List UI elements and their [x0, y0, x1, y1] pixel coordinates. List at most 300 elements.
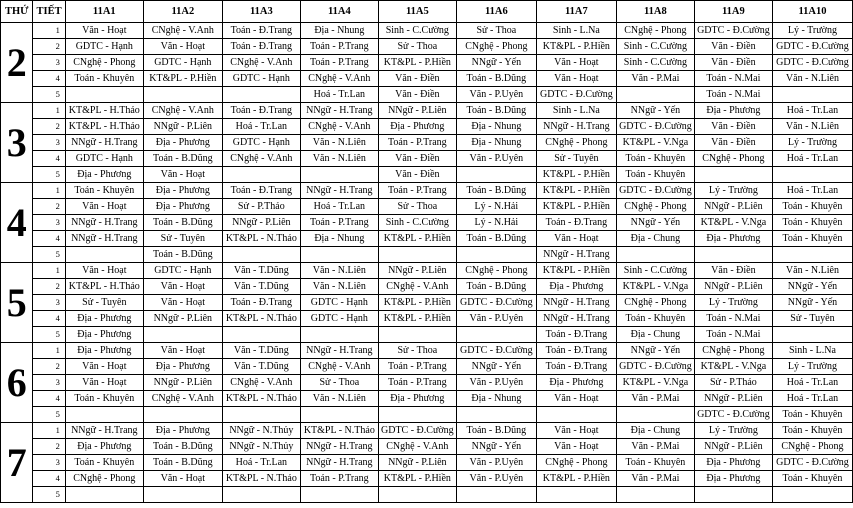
lesson-cell: NNgữ - H.Trang	[300, 183, 378, 199]
lesson-cell: Văn - N.Liên	[300, 263, 378, 279]
lesson-cell: NNgữ - H.Trang	[536, 119, 616, 135]
header-class-11a10: 11A10	[772, 1, 852, 23]
lesson-cell	[222, 87, 300, 103]
period-number: 2	[33, 359, 65, 375]
table-row	[1, 103, 853, 119]
lesson-cell	[222, 247, 300, 263]
lesson-cell: GDTC - Đ.Cường	[456, 343, 536, 359]
lesson-cell: NNgữ - Yến	[772, 279, 852, 295]
lesson-cell: Địa - Phương	[143, 183, 222, 199]
lesson-cell: Toán - B.Dũng	[456, 423, 536, 439]
lesson-cell	[143, 407, 222, 423]
lesson-cell: CNghệ - V.Anh	[143, 391, 222, 407]
lesson-cell: Toán - P.Trang	[378, 135, 456, 151]
lesson-cell: Lý - N.Hải	[456, 215, 536, 231]
lesson-cell: Toán - B.Dũng	[143, 439, 222, 455]
lesson-cell: Sinh - L.Na	[536, 103, 616, 119]
lesson-cell: NNgữ - H.Trang	[300, 439, 378, 455]
lesson-cell: KT&PL - N.Thảo	[222, 311, 300, 327]
lesson-cell	[694, 247, 772, 263]
lesson-cell: Toán - Đ.Trang	[222, 39, 300, 55]
lesson-cell: Toán - Đ.Trang	[222, 23, 300, 39]
lesson-cell: Địa - Phương	[536, 375, 616, 391]
lesson-cell: Văn - N.Liên	[772, 119, 852, 135]
lesson-cell: Toán - Đ.Trang	[222, 103, 300, 119]
lesson-cell: Toán - B.Dũng	[143, 247, 222, 263]
lesson-cell	[143, 87, 222, 103]
lesson-cell: NNgữ - Yến	[456, 55, 536, 71]
lesson-cell: Địa - Chung	[616, 231, 694, 247]
table-row	[1, 455, 853, 471]
lesson-cell	[300, 327, 378, 343]
lesson-cell: Toán - Khuyên	[772, 231, 852, 247]
lesson-cell	[772, 167, 852, 183]
header-class-11a4: 11A4	[300, 1, 378, 23]
table-row	[1, 247, 853, 263]
lesson-cell: Lý - Trường	[694, 295, 772, 311]
lesson-cell: Toán - Khuyên	[616, 311, 694, 327]
lesson-cell: GDTC - Hạnh	[300, 311, 378, 327]
lesson-cell: GDTC - Đ.Cường	[772, 55, 852, 71]
lesson-cell: NNgữ - H.Trang	[65, 215, 143, 231]
table-row	[1, 295, 853, 311]
lesson-cell	[378, 247, 456, 263]
period-number: 2	[33, 279, 65, 295]
lesson-cell: Văn - N.Liên	[300, 135, 378, 151]
lesson-cell: Văn - Điền	[694, 263, 772, 279]
lesson-cell: Địa - Chung	[616, 423, 694, 439]
lesson-cell: CNghệ - Phong	[65, 55, 143, 71]
lesson-cell: Toán - B.Dũng	[143, 215, 222, 231]
lesson-cell: GDTC - Hạnh	[300, 295, 378, 311]
lesson-cell: Toán - P.Trang	[300, 471, 378, 487]
lesson-cell: Sử - Thoa	[378, 199, 456, 215]
lesson-cell: Văn - Hoạt	[65, 375, 143, 391]
lesson-cell: NNgữ - H.Trang	[300, 103, 378, 119]
lesson-cell: NNgữ - H.Trang	[65, 231, 143, 247]
lesson-cell: KT&PL - P.Hiền	[536, 471, 616, 487]
lesson-cell: Địa - Nhung	[300, 231, 378, 247]
lesson-cell: Văn - Điền	[694, 119, 772, 135]
lesson-cell: Văn - Điền	[378, 71, 456, 87]
lesson-cell: Toán - P.Trang	[300, 39, 378, 55]
lesson-cell: Toán - N.Mai	[694, 311, 772, 327]
lesson-cell	[616, 407, 694, 423]
lesson-cell: Sử - Tuyên	[536, 151, 616, 167]
lesson-cell: NNgữ - H.Trang	[300, 455, 378, 471]
lesson-cell: Văn - T.Dũng	[222, 279, 300, 295]
table-row	[1, 183, 853, 199]
lesson-cell: Văn - P.Uyên	[456, 151, 536, 167]
lesson-cell: CNghệ - V.Anh	[222, 375, 300, 391]
lesson-cell	[456, 487, 536, 503]
lesson-cell: KT&PL - V.Nga	[694, 215, 772, 231]
period-number: 5	[33, 87, 65, 103]
lesson-cell: CNghệ - Phong	[616, 23, 694, 39]
lesson-cell: Toán - Khuyên	[772, 471, 852, 487]
lesson-cell: KT&PL - P.Hiền	[378, 55, 456, 71]
lesson-cell: Địa - Phương	[143, 135, 222, 151]
lesson-cell: Hoá - Tr.Lan	[772, 375, 852, 391]
lesson-cell: Hoá - Tr.Lan	[300, 87, 378, 103]
lesson-cell: Sử - Thoa	[378, 343, 456, 359]
period-number: 3	[33, 215, 65, 231]
lesson-cell	[222, 327, 300, 343]
lesson-cell: Địa - Nhung	[456, 119, 536, 135]
lesson-cell	[536, 487, 616, 503]
table-row	[1, 279, 853, 295]
lesson-cell: Toán - B.Dũng	[456, 279, 536, 295]
lesson-cell: CNghệ - V.Anh	[222, 55, 300, 71]
lesson-cell: KT&PL - P.Hiền	[536, 199, 616, 215]
lesson-cell: Văn - Hoạt	[65, 23, 143, 39]
lesson-cell	[378, 327, 456, 343]
lesson-cell	[300, 167, 378, 183]
header-class-11a7: 11A7	[536, 1, 616, 23]
lesson-cell: GDTC - Hạnh	[65, 151, 143, 167]
lesson-cell: Văn - T.Dũng	[222, 263, 300, 279]
lesson-cell	[456, 407, 536, 423]
lesson-cell	[378, 407, 456, 423]
lesson-cell	[456, 247, 536, 263]
lesson-cell: Địa - Phương	[694, 455, 772, 471]
lesson-cell: CNghệ - Phong	[536, 135, 616, 151]
lesson-cell: Địa - Phương	[378, 119, 456, 135]
lesson-cell: Toán - B.Dũng	[456, 103, 536, 119]
period-number: 3	[33, 55, 65, 71]
period-number: 3	[33, 135, 65, 151]
lesson-cell	[616, 87, 694, 103]
period-number: 1	[33, 183, 65, 199]
table-row	[1, 471, 853, 487]
lesson-cell: Toán - Đ.Trang	[536, 327, 616, 343]
lesson-cell: Hoá - Tr.Lan	[222, 455, 300, 471]
lesson-cell: CNghệ - V.Anh	[378, 439, 456, 455]
lesson-cell: KT&PL - P.Hiền	[378, 471, 456, 487]
lesson-cell: CNghệ - V.Anh	[143, 103, 222, 119]
lesson-cell: Địa - Phương	[694, 471, 772, 487]
lesson-cell: KT&PL - P.Hiền	[378, 295, 456, 311]
lesson-cell: GDTC - Đ.Cường	[772, 455, 852, 471]
lesson-cell: Địa - Nhung	[456, 135, 536, 151]
period-number: 3	[33, 375, 65, 391]
period-number: 2	[33, 119, 65, 135]
lesson-cell	[378, 487, 456, 503]
lesson-cell: Lý - Trường	[772, 23, 852, 39]
table-row	[1, 119, 853, 135]
lesson-cell: Văn - Điền	[378, 151, 456, 167]
table-row	[1, 199, 853, 215]
lesson-cell: Toán - Khuyên	[772, 407, 852, 423]
lesson-cell: Toán - Khuyên	[772, 199, 852, 215]
lesson-cell: GDTC - Hạnh	[143, 55, 222, 71]
lesson-cell: GDTC - Đ.Cường	[616, 183, 694, 199]
table-row	[1, 359, 853, 375]
lesson-cell: Địa - Phương	[65, 343, 143, 359]
lesson-cell: Văn - P.Mai	[616, 391, 694, 407]
lesson-cell: KT&PL - H.Thảo	[65, 119, 143, 135]
lesson-cell: Toán - P.Trang	[300, 215, 378, 231]
lesson-cell: KT&PL - N.Thảo	[300, 423, 378, 439]
table-row	[1, 311, 853, 327]
lesson-cell: Văn - T.Dũng	[222, 343, 300, 359]
lesson-cell: Văn - P.Uyên	[456, 455, 536, 471]
lesson-cell: Địa - Phương	[536, 279, 616, 295]
lesson-cell: Toán - Đ.Trang	[222, 183, 300, 199]
lesson-cell	[616, 487, 694, 503]
lesson-cell: Toán - B.Dũng	[456, 231, 536, 247]
lesson-cell: Địa - Phương	[65, 327, 143, 343]
lesson-cell: Toán - B.Dũng	[143, 455, 222, 471]
lesson-cell: CNghệ - Phong	[694, 343, 772, 359]
lesson-cell: NNgữ - P.Liên	[378, 263, 456, 279]
lesson-cell: KT&PL - V.Nga	[694, 359, 772, 375]
lesson-cell: KT&PL - P.Hiền	[378, 231, 456, 247]
day-label: 3	[1, 103, 33, 183]
period-number: 2	[33, 199, 65, 215]
lesson-cell: KT&PL - P.Hiền	[536, 39, 616, 55]
lesson-cell: Văn - Hoạt	[143, 167, 222, 183]
lesson-cell: Hoá - Tr.Lan	[772, 103, 852, 119]
period-number: 1	[33, 423, 65, 439]
lesson-cell: Toán - Khuyên	[616, 151, 694, 167]
lesson-cell	[65, 487, 143, 503]
lesson-cell	[772, 247, 852, 263]
lesson-cell: Văn - Hoạt	[143, 279, 222, 295]
lesson-cell: CNghệ - V.Anh	[300, 71, 378, 87]
lesson-cell: NNgữ - P.Liên	[143, 375, 222, 391]
lesson-cell: Văn - N.Liên	[772, 263, 852, 279]
table-row	[1, 71, 853, 87]
lesson-cell: NNgữ - N.Thủy	[222, 423, 300, 439]
lesson-cell: CNghệ - V.Anh	[300, 119, 378, 135]
lesson-cell: NNgữ - Yến	[616, 343, 694, 359]
lesson-cell: NNgữ - H.Trang	[536, 247, 616, 263]
lesson-cell: NNgữ - P.Liên	[143, 119, 222, 135]
lesson-cell: Văn - P.Mai	[616, 439, 694, 455]
lesson-cell: Địa - Nhung	[456, 391, 536, 407]
lesson-cell: Văn - Điền	[694, 55, 772, 71]
lesson-cell: CNghệ - Phong	[694, 151, 772, 167]
lesson-cell: Toán - B.Dũng	[143, 151, 222, 167]
lesson-cell: NNgữ - Yến	[772, 295, 852, 311]
lesson-cell: Địa - Phương	[378, 391, 456, 407]
lesson-cell: Văn - P.Uyên	[456, 471, 536, 487]
lesson-cell: Toán - N.Mai	[694, 71, 772, 87]
lesson-cell: GDTC - Đ.Cường	[694, 23, 772, 39]
period-number: 3	[33, 455, 65, 471]
lesson-cell: KT&PL - V.Nga	[616, 375, 694, 391]
lesson-cell: KT&PL - V.Nga	[616, 279, 694, 295]
lesson-cell	[300, 487, 378, 503]
lesson-cell: Lý - Trường	[694, 183, 772, 199]
period-number: 4	[33, 311, 65, 327]
period-number: 2	[33, 439, 65, 455]
lesson-cell: CNghệ - V.Anh	[300, 359, 378, 375]
table-row	[1, 407, 853, 423]
lesson-cell: Văn - Hoạt	[143, 39, 222, 55]
lesson-cell: Toán - P.Trang	[378, 375, 456, 391]
lesson-cell: Văn - Hoạt	[536, 55, 616, 71]
lesson-cell: Toán - Khuyên	[772, 215, 852, 231]
lesson-cell: CNghệ - Phong	[456, 39, 536, 55]
lesson-cell: Văn - Hoạt	[536, 391, 616, 407]
lesson-cell: Văn - Hoạt	[65, 199, 143, 215]
lesson-cell: GDTC - Đ.Cường	[456, 295, 536, 311]
lesson-cell: NNgữ - N.Thủy	[222, 439, 300, 455]
lesson-cell: Văn - Hoạt	[143, 343, 222, 359]
lesson-cell: NNgữ - Yến	[456, 359, 536, 375]
lesson-cell: KT&PL - P.Hiền	[536, 183, 616, 199]
lesson-cell: Địa - Phương	[143, 199, 222, 215]
lesson-cell: Toán - Đ.Trang	[536, 359, 616, 375]
lesson-cell: Lý - Trường	[694, 423, 772, 439]
lesson-cell: Địa - Phương	[65, 167, 143, 183]
lesson-cell: CNghệ - Phong	[65, 471, 143, 487]
lesson-cell: NNgữ - P.Liên	[378, 455, 456, 471]
lesson-cell: KT&PL - P.Hiền	[143, 71, 222, 87]
table-row	[1, 423, 853, 439]
lesson-cell: Sinh - C.Cường	[378, 23, 456, 39]
lesson-cell: Địa - Phương	[694, 231, 772, 247]
lesson-cell: Hoá - Tr.Lan	[772, 183, 852, 199]
lesson-cell: Sinh - L.Na	[536, 23, 616, 39]
lesson-cell: KT&PL - H.Thảo	[65, 103, 143, 119]
table-row	[1, 151, 853, 167]
lesson-cell: NNgữ - H.Trang	[65, 423, 143, 439]
lesson-cell: NNgữ - Yến	[456, 439, 536, 455]
lesson-cell: Văn - Hoạt	[143, 471, 222, 487]
period-number: 4	[33, 71, 65, 87]
table-row	[1, 439, 853, 455]
lesson-cell: Sử - Thoa	[378, 39, 456, 55]
lesson-cell: Văn - Điền	[378, 167, 456, 183]
lesson-cell: Lý - N.Hải	[456, 199, 536, 215]
lesson-cell: GDTC - Hạnh	[222, 71, 300, 87]
lesson-cell: Sử - P.Thảo	[222, 199, 300, 215]
lesson-cell	[772, 327, 852, 343]
day-label: 7	[1, 423, 33, 503]
period-number: 3	[33, 295, 65, 311]
period-number: 4	[33, 151, 65, 167]
lesson-cell: Toán - N.Mai	[694, 327, 772, 343]
period-number: 1	[33, 23, 65, 39]
lesson-cell: Văn - P.Mai	[616, 71, 694, 87]
lesson-cell: Toán - Đ.Trang	[536, 343, 616, 359]
lesson-cell: Văn - P.Mai	[616, 471, 694, 487]
lesson-cell: Văn - P.Uyên	[456, 375, 536, 391]
period-number: 5	[33, 487, 65, 503]
lesson-cell: NNgữ - P.Liên	[694, 439, 772, 455]
lesson-cell: Văn - Hoạt	[65, 263, 143, 279]
lesson-cell: Sinh - C.Cường	[616, 263, 694, 279]
lesson-cell: Sinh - C.Cường	[378, 215, 456, 231]
header-class-11a3: 11A3	[222, 1, 300, 23]
lesson-cell: KT&PL - H.Thảo	[65, 279, 143, 295]
lesson-cell: GDTC - Đ.Cường	[536, 87, 616, 103]
lesson-cell: Văn - Hoạt	[536, 439, 616, 455]
lesson-cell	[772, 487, 852, 503]
lesson-cell	[65, 407, 143, 423]
period-number: 5	[33, 407, 65, 423]
header-class-11a6: 11A6	[456, 1, 536, 23]
lesson-cell: Toán - N.Mai	[694, 87, 772, 103]
period-number: 2	[33, 39, 65, 55]
lesson-cell: Địa - Phương	[143, 423, 222, 439]
period-number: 1	[33, 103, 65, 119]
header-tiet: TIẾT	[33, 1, 65, 23]
day-label: 4	[1, 183, 33, 263]
lesson-cell: KT&PL - N.Thảo	[222, 391, 300, 407]
table-row	[1, 231, 853, 247]
lesson-cell: Văn - Điền	[694, 39, 772, 55]
lesson-cell: Văn - Hoạt	[143, 295, 222, 311]
lesson-cell: GDTC - Đ.Cường	[694, 407, 772, 423]
lesson-cell: Hoá - Tr.Lan	[772, 151, 852, 167]
lesson-cell: Văn - N.Liên	[300, 391, 378, 407]
lesson-cell: Toán - Khuyên	[616, 455, 694, 471]
lesson-cell: NNgữ - P.Liên	[378, 103, 456, 119]
lesson-cell: Văn - Điền	[694, 135, 772, 151]
lesson-cell: Hoá - Tr.Lan	[300, 199, 378, 215]
lesson-cell: Văn - P.Uyên	[456, 87, 536, 103]
period-number: 5	[33, 327, 65, 343]
lesson-cell: NNgữ - H.Trang	[536, 311, 616, 327]
lesson-cell: Văn - Hoạt	[536, 231, 616, 247]
header-class-11a5: 11A5	[378, 1, 456, 23]
lesson-cell: Toán - Khuyên	[65, 183, 143, 199]
table-row	[1, 215, 853, 231]
lesson-cell	[222, 407, 300, 423]
lesson-cell: CNghệ - Phong	[616, 199, 694, 215]
lesson-cell: Hoá - Tr.Lan	[222, 119, 300, 135]
lesson-cell: Văn - Hoạt	[536, 423, 616, 439]
lesson-cell: NNgữ - H.Trang	[536, 295, 616, 311]
lesson-cell: Địa - Phương	[65, 311, 143, 327]
lesson-cell: Văn - N.Liên	[772, 71, 852, 87]
period-number: 5	[33, 167, 65, 183]
lesson-cell: Văn - Hoạt	[536, 71, 616, 87]
table-row	[1, 343, 853, 359]
lesson-cell	[222, 487, 300, 503]
lesson-cell	[694, 487, 772, 503]
lesson-cell: Địa - Nhung	[300, 23, 378, 39]
lesson-cell: NNgữ - H.Trang	[65, 135, 143, 151]
lesson-cell: Địa - Chung	[616, 327, 694, 343]
lesson-cell: Toán - Khuyên	[65, 71, 143, 87]
lesson-cell: CNghệ - V.Anh	[222, 151, 300, 167]
header-class-11a8: 11A8	[616, 1, 694, 23]
lesson-cell: Sinh - L.Na	[772, 343, 852, 359]
lesson-cell: Toán - B.Dũng	[456, 71, 536, 87]
lesson-cell: NNgữ - P.Liên	[694, 391, 772, 407]
lesson-cell: KT&PL - P.Hiền	[378, 311, 456, 327]
lesson-cell: GDTC - Đ.Cường	[616, 119, 694, 135]
lesson-cell: CNghệ - Phong	[772, 439, 852, 455]
lesson-cell	[222, 167, 300, 183]
lesson-cell: CNghệ - Phong	[616, 295, 694, 311]
lesson-cell: GDTC - Hạnh	[65, 39, 143, 55]
header-row	[1, 1, 853, 23]
period-number: 5	[33, 247, 65, 263]
table-row	[1, 487, 853, 503]
lesson-cell: Sử - Thoa	[300, 375, 378, 391]
day-label: 6	[1, 343, 33, 423]
lesson-cell	[143, 327, 222, 343]
lesson-cell: Hoá - Tr.Lan	[772, 391, 852, 407]
header-class-11a9: 11A9	[694, 1, 772, 23]
lesson-cell: GDTC - Đ.Cường	[772, 39, 852, 55]
